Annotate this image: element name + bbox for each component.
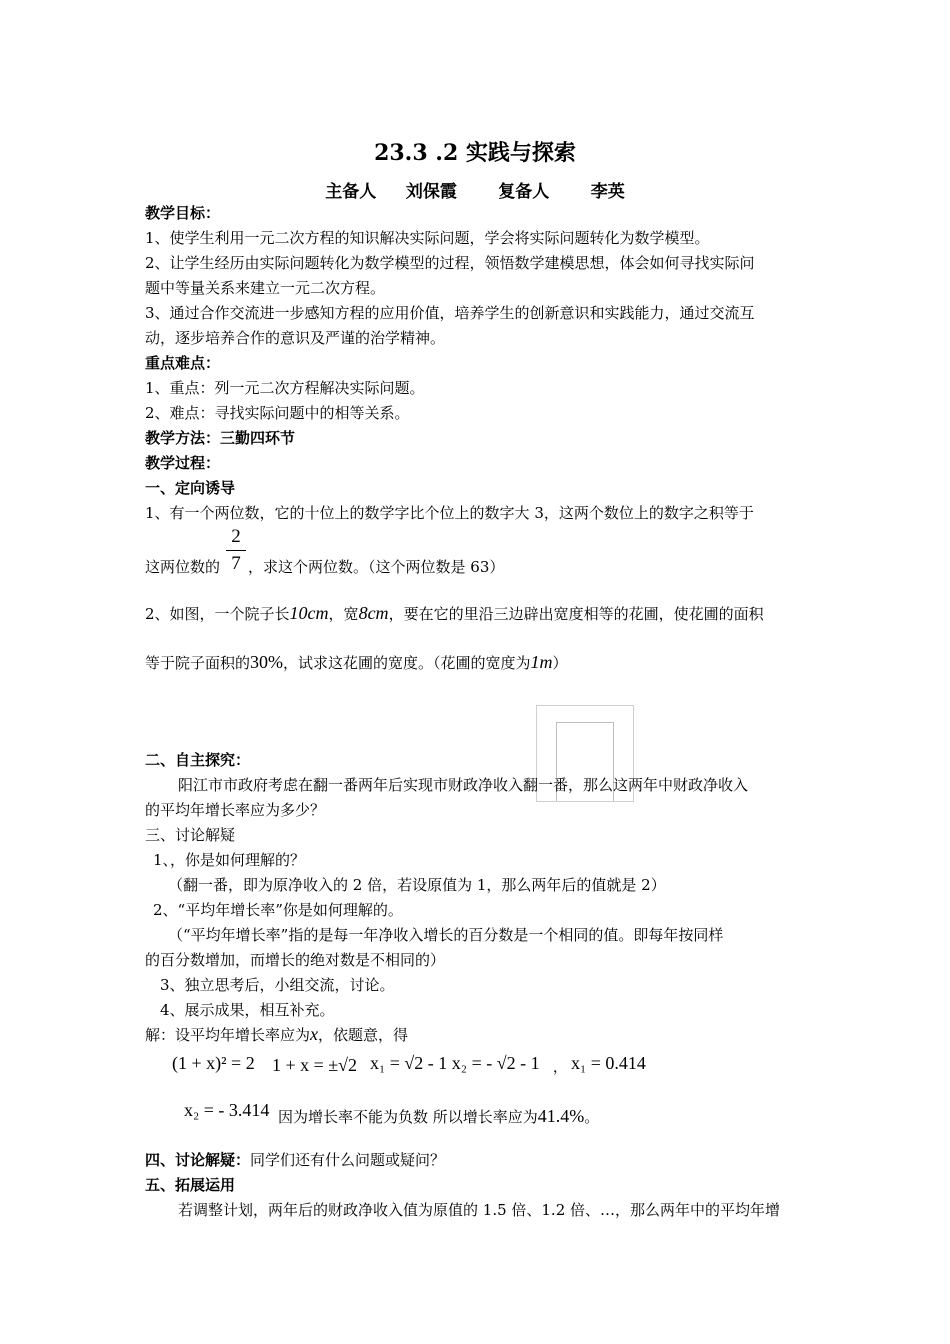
problem-2-text-c: ，要在它的里沿三边辟出宽度相等的花圃，使花圃的面积 (388, 605, 764, 623)
problem-2-text-e: ，试求这花圃的宽度。（花圃的宽度为 (283, 654, 531, 672)
fraction-denominator: 7 (231, 553, 241, 574)
reviewer-name: 李英 (590, 182, 625, 202)
question-4: 4、展示成果，相互补充。 (160, 1001, 335, 1019)
yard-width: 8cm (358, 603, 389, 623)
section-2-para-line-1: 阳江市市政府考虑在翻一番两年后实现市财政净收入翻一番，那么这两年中财政净收入 (178, 776, 749, 794)
equation-5: x₂ = - 3.414 (184, 1100, 270, 1120)
goal-3-line-2: 动，逐步培养合作的意识及严谨的治学精神。 (145, 329, 446, 347)
conclusion (278, 1106, 818, 1127)
key-point-2: 2、难点：寻找实际问题中的相等关系。 (145, 404, 410, 422)
problem-2-text-a: 2、如图，一个院子长 (145, 605, 290, 623)
solution-intro-post: ，依题意，得 (318, 1026, 409, 1044)
equation-4: x₁ = 0.414 (571, 1053, 646, 1073)
equation-1: (1 + x)² = 2 (172, 1053, 255, 1073)
problem-2-text-b: ，宽 (328, 605, 359, 623)
question-1: 1、，你是如何理解的？ (153, 851, 306, 869)
goal-2-line-1: 2、让学生经历由实际问题转化为数学模型的过程，领悟数学建模思想，体会如何寻找实际问 (145, 254, 755, 272)
teaching-method: 教学方法：三勤四环节 (145, 429, 296, 447)
problem-1-line-1: 1、有一个两位数，它的十位上的数学字比个位上的数字大 3，这两个数位上的数字之积等于 (145, 504, 754, 522)
question-2: 2、“平均年增长率”你是如何理解的。 (153, 901, 403, 919)
section-4 (145, 1150, 815, 1170)
problem-2-text-d: 等于院子面积的 (145, 654, 251, 672)
variable-x: x (310, 1024, 319, 1044)
key-point-1: 1、重点：列一元二次方程解决实际问题。 (145, 379, 425, 397)
yard-length: 10cm (289, 603, 329, 623)
section-3-heading: 三、讨论解疑 (145, 826, 236, 844)
section-2-heading: 二、自主探究： (145, 751, 251, 769)
main-preparer-label: 主备人 (325, 182, 377, 202)
section-1-heading: 一、定向诱导 (145, 479, 236, 497)
solution-intro (145, 1024, 815, 1045)
section-5-heading: 五、拓展运用 (145, 1176, 236, 1194)
problem-1-line-2 (145, 557, 815, 577)
fraction-numerator: 2 (226, 526, 246, 551)
page-title: 23.3 .2 实践与探索 (374, 140, 576, 166)
section-5-para-line-1: 若调整计划，两年后的财政净收入值为原值的 1.5 倍、1.2 倍、…，那么两年中的平均年增 (178, 1201, 781, 1219)
problem-2-text-f: ） (552, 654, 568, 672)
answer-2-line-1: （“平均年增长率”指的是每一年净收入增长的百分数是一个相同的值。即每年按同样 (168, 926, 724, 944)
area-percent: 30% (250, 652, 284, 672)
section-2-para-line-2: 的平均年增长率应为多少？ (145, 801, 326, 819)
section-4-text: 同学们还有什么问题或疑问？ (250, 1151, 446, 1169)
goal-3-line-1: 3、通过合作交流进一步感知方程的应用价值，培养学生的创新意识和实践能力，通过交流互 (145, 304, 755, 322)
answer-1: （翻一番，即为原净收入的 2 倍，若设原值为 1，那么两年后的值就是 2） (168, 876, 666, 894)
key-points-heading: 重点难点： (145, 354, 221, 372)
flower-bed-width: 1m (530, 652, 553, 672)
growth-rate: 41.4% (537, 1106, 585, 1126)
goal-2-line-2: 题中等量关系来建立一元二次方程。 (145, 279, 386, 297)
problem-2-line-1 (145, 603, 815, 624)
authors-line (0, 177, 950, 202)
section-4-heading: 四、讨论解疑： (145, 1151, 251, 1169)
problem-1-line-2-post: ，求这个两位数。（这个两位数是 63） (248, 558, 505, 576)
problem-2-line-2 (145, 652, 815, 673)
conclusion-text: 因为增长率不能为负数 所以增长率应为 (278, 1108, 538, 1126)
problem-1-line-2-pre: 这两位数的 (145, 558, 221, 576)
goal-1: 1、使学生利用一元二次方程的知识解决实际问题，学会将实际问题转化为数学模型。 (145, 229, 710, 247)
solution-intro-pre: 解：设平均年增长率应为 (145, 1026, 311, 1044)
equation-2: 1 + x = ±√2 (272, 1055, 358, 1075)
equation-separator: ， (553, 1061, 567, 1076)
goals-heading: 教学目标： (145, 204, 221, 222)
main-preparer-name: 刘保霞 (405, 182, 457, 202)
question-3: 3、独立思考后，小组交流，讨论。 (160, 976, 395, 994)
equation-3: x₁ = √2 - 1 x₂ = - √2 - 1 (370, 1053, 540, 1073)
reviewer-label: 复备人 (498, 182, 550, 202)
teaching-process-heading: 教学过程： (145, 454, 221, 472)
answer-2-line-2: 的百分数增加，而增长的绝对数是不相同的） (145, 951, 446, 969)
conclusion-end: 。 (584, 1108, 600, 1126)
